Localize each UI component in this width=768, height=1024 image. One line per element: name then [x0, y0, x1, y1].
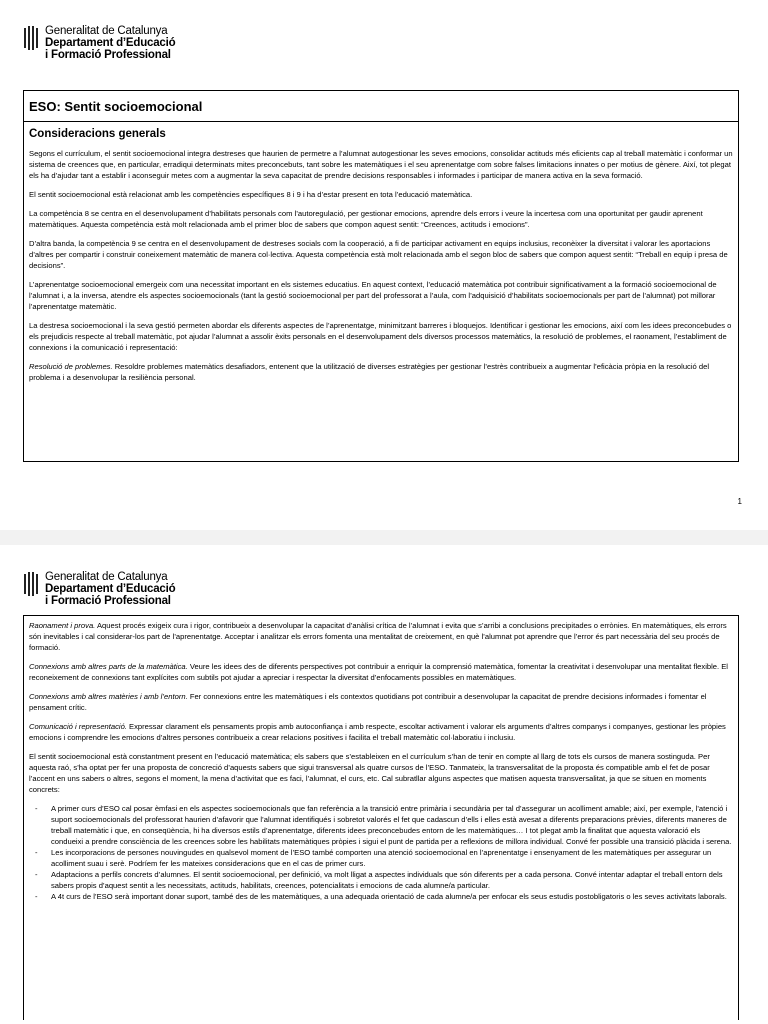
generalitat-logo — [24, 571, 175, 607]
list-item: - Les incorporacions de persones nouvingudes en qualsevol moment de l’ESO també comporten una atenció socioemocional en l’aprenentatge i ensenyament de les matemàtiques per assegurar un acolliment suau i serè. Podríem fer les mateixes consideracions que en el cas de primer curs. — [35, 848, 712, 868]
paragraph: El sentit socioemocional està relacionat amb les competències específiques 8 i 9 i ha d’estar present en tota l’educació matemàtica. — [29, 190, 473, 199]
paragraph-lead: Raonament i prova. — [29, 621, 96, 630]
paragraph: Segons el currículum, el sentit socioemocional integra destreses que haurien de permetre a l’alumnat autogestionar les seves emocions, consolidar actituds més eficients cap al treball matemàtic i conformar un sistema de creences que, en particular, erradiqui determinats mites preconcebuts, tant sobre les matemàtiques i el seu aprenentatge com sobre falses limitacions innates o per motius de gènere. Així, tot plegat els ha d’ajudar tant a establir i aconseguir metes com a augmentar la seva capacitat de prendre decisions responsables i informades i participar de manera activa en la seva formació. — [29, 149, 733, 180]
paragraph-body: Expressar clarament els pensaments propis amb autoconfiança i amb respecte, escoltar activament i valorar els arguments d’altres companys i companyes, gestionar les pròpies emocions i comprendre les emocions d’altres persones contribueix a crear relacions positives i facilita el treball matemàtic col·laboratiu i inclusiu. — [29, 722, 726, 742]
generalitat-logo — [24, 25, 175, 61]
bullet-list — [29, 803, 733, 902]
paragraph-lead: Resolució de problemes. — [29, 362, 113, 371]
paragraph: L’aprenentatge socioemocional emergeix com una necessitat important en els sistemes educatius. En aquest context, l’educació matemàtica pot contribuir significativament a la formació socioemocional de l’alumnat i, a la inversa, atendre els aspectes socioemocionals (tant la gestió socioemocional per part del professorat a l’aula, com l’adquisició d’habilitats socioemocionals per part de l’alumnat) pot millorar l’aprenentatge matemàtic. — [29, 280, 717, 311]
paragraph: La competència 8 se centra en el desenvolupament d’habilitats personals com l’autoregulació, per gestionar emocions, aprendre dels errors i veure la incertesa com una oportunitat per gaudir aprenent matemàtiques. Aquesta competència està molt relacionada amb el primer bloc de sabers que compon aquest sentit: “Creences, actituds i emocions”. — [29, 209, 703, 229]
content-box — [23, 615, 739, 1020]
paragraph — [29, 721, 733, 743]
list-item: - A 4t curs de l’ESO serà important donar suport, també des de les matemàtiques, a una adequada orientació de cada alumne/a per enfocar els seus estudis postobligatoris o les seves activitats laborals. — [35, 892, 727, 901]
document-page-2 — [0, 545, 768, 1024]
logo-line-2: Departament d’Educació — [45, 583, 176, 595]
paragraph-lead: Connexions amb altres matèries i amb l’entorn. — [29, 692, 188, 701]
list-dash: - — [35, 848, 38, 857]
logo-line-1: Generalitat de Catalunya — [45, 25, 168, 37]
paragraph: El sentit socioemocional està constantment present en l’educació matemàtica; els sabers que s’estableixen en el currículum s’han de tenir en compte al llarg de tots els cursos de manera sostinguda. Per aquesta raó, s’ha optat per fer una proposta de concreció d’aquests sabers que sigui transversal als quatre cursos de l’ESO. Tanmateix, la transversalitat de la proposta és compatible amb el fet de posar l’accent en uns sabers o altres, segons el moment, la mena d’activitat que es faci, l’alumnat, el curs, etc. Cal subratllar alguns aspectes que matisen aquesta transversalitat, ja que se situen en moments concrets: — [29, 752, 710, 794]
logo-line-3: i Formació Professional — [45, 49, 171, 61]
logo-line-3: i Formació Professional — [45, 595, 171, 607]
paragraph — [29, 661, 733, 683]
list-dash: - — [35, 892, 38, 901]
section-heading: Consideracions generals — [29, 128, 166, 140]
paragraph — [29, 691, 733, 713]
list-item: - Adaptacions a perfils concrets d’alumnes. El sentit socioemocional, per definició, va molt lligat a aspectes individuals que són diferents per a cada persona. Convé intentar adaptar el treball entorn dels sabers propis d’aquest sentit a les necessitats, actituds, habilitats, creences, potencialitats i emocions de cada alumne/a particular. — [35, 870, 723, 890]
senyera-icon — [24, 26, 39, 50]
list-dash: - — [35, 870, 38, 879]
logo-line-2: Departament d’Educació — [45, 37, 176, 49]
logo-line-1: Generalitat de Catalunya — [45, 571, 168, 583]
list-dash: - — [35, 804, 38, 813]
paragraph-body: Aquest procés exigeix cura i rigor, contribueix a desenvolupar la capacitat d’anàlisi crítica de l’alumnat i evita que s’arribi a conclusions precipitades o errònies. En matemàtiques, els errors són inevitables i cal considerar-los part de l’aprenentatge. Acceptar i analitzar els errors fomenta una mentalitat de creixement, en què l’alumnat pot aprendre que l’error és part necessària del seu procés de formació. — [29, 621, 727, 652]
page-number: 1 — [737, 497, 742, 506]
paragraph — [29, 620, 733, 653]
list-item: - A primer curs d’ESO cal posar èmfasi en els aspectes socioemocionals que fan referència a la transició entre primària i secundària per tal d’assegurar un acolliment amable; així, per exemple, l’atenció i suport socioemocionals del professorat haurien d’afavorir que l’alumnat identifiqués i sobretot valorés el fet que cadascun d’ells i elles està avesat a diferents preparacions prèvies, diferents maneres de treball matemàtic i que, en conseqüència, hi ha diversos estils d’aprenentatge, diferents idees preconcebudes entorn de les matemàtiques… I tot plegat amb la finalitat que aquesta valoració els condueixi a prendre consciència de les creences sobre les habilitats matemàtiques pròpies i sigui el punt de partida per a reflexions de millora individual. Convé fer possible una transició plàcida i serena. — [35, 804, 732, 846]
paragraph: La destresa socioemocional i la seva gestió permeten abordar els diferents aspectes de l’aprenentatge, minimitzant barreres i bloquejos. Identificar i gestionar les emocions, així com les idees preconcebudes o els prejudicis respecte al treball matemàtic, pot ajudar l’alumnat a assolir èxits personals en el desenvolupament dels diversos processos matemàtics, la resolució de problemes, el raonament, l’establiment de connexions i la comunicació i representació: — [29, 321, 732, 352]
paragraph-lead: Connexions amb altres parts de la matemàtica. — [29, 662, 188, 671]
paragraph — [29, 361, 733, 383]
page-title: ESO: Sentit socioemocional — [29, 98, 203, 114]
paragraph-body: Veure les idees des de diferents perspectives pot contribuir a enriquir la comprensió matemàtica, fomentar la creativitat i desenvolupar una mentalitat flexible. El reconeixement de connexions tant explícites com subtils pot ajudar a apreciar i respectar la diversitat d’enfocaments possibles en matemàtiques. — [29, 662, 728, 682]
content-box — [23, 90, 739, 462]
page-separator — [0, 530, 768, 545]
paragraph: D’altra banda, la competència 9 se centra en el desenvolupament de destreses socials com la cooperació, a fi de participar activament en equips inclusius, reconèixer la diversitat i valorar les aportacions d’altres per compartir i construir coneixement matemàtic de manera col·lectiva. Aquesta competència està molt relacionada amb el segon bloc de sabers que compon aquest sentit: “Treball en equip i presa de decisions”. — [29, 239, 728, 270]
senyera-icon — [24, 572, 39, 596]
paragraph-body: Resoldre problemes matemàtics desafiadors, entenent que la utilització de diverses estratègies per gestionar l’estrès contribueix a augmentar l’eficàcia pròpia en la resolució del problema i a desenvolupar la resiliència personal. — [29, 362, 710, 382]
paragraph-lead: Comunicació i representació. — [29, 722, 127, 731]
paragraph-body: Fer connexions entre les matemàtiques i els contextos quotidians pot contribuir a desenvolupar la capacitat de prendre decisions informades i fomentar el pensament crític. — [29, 692, 707, 712]
